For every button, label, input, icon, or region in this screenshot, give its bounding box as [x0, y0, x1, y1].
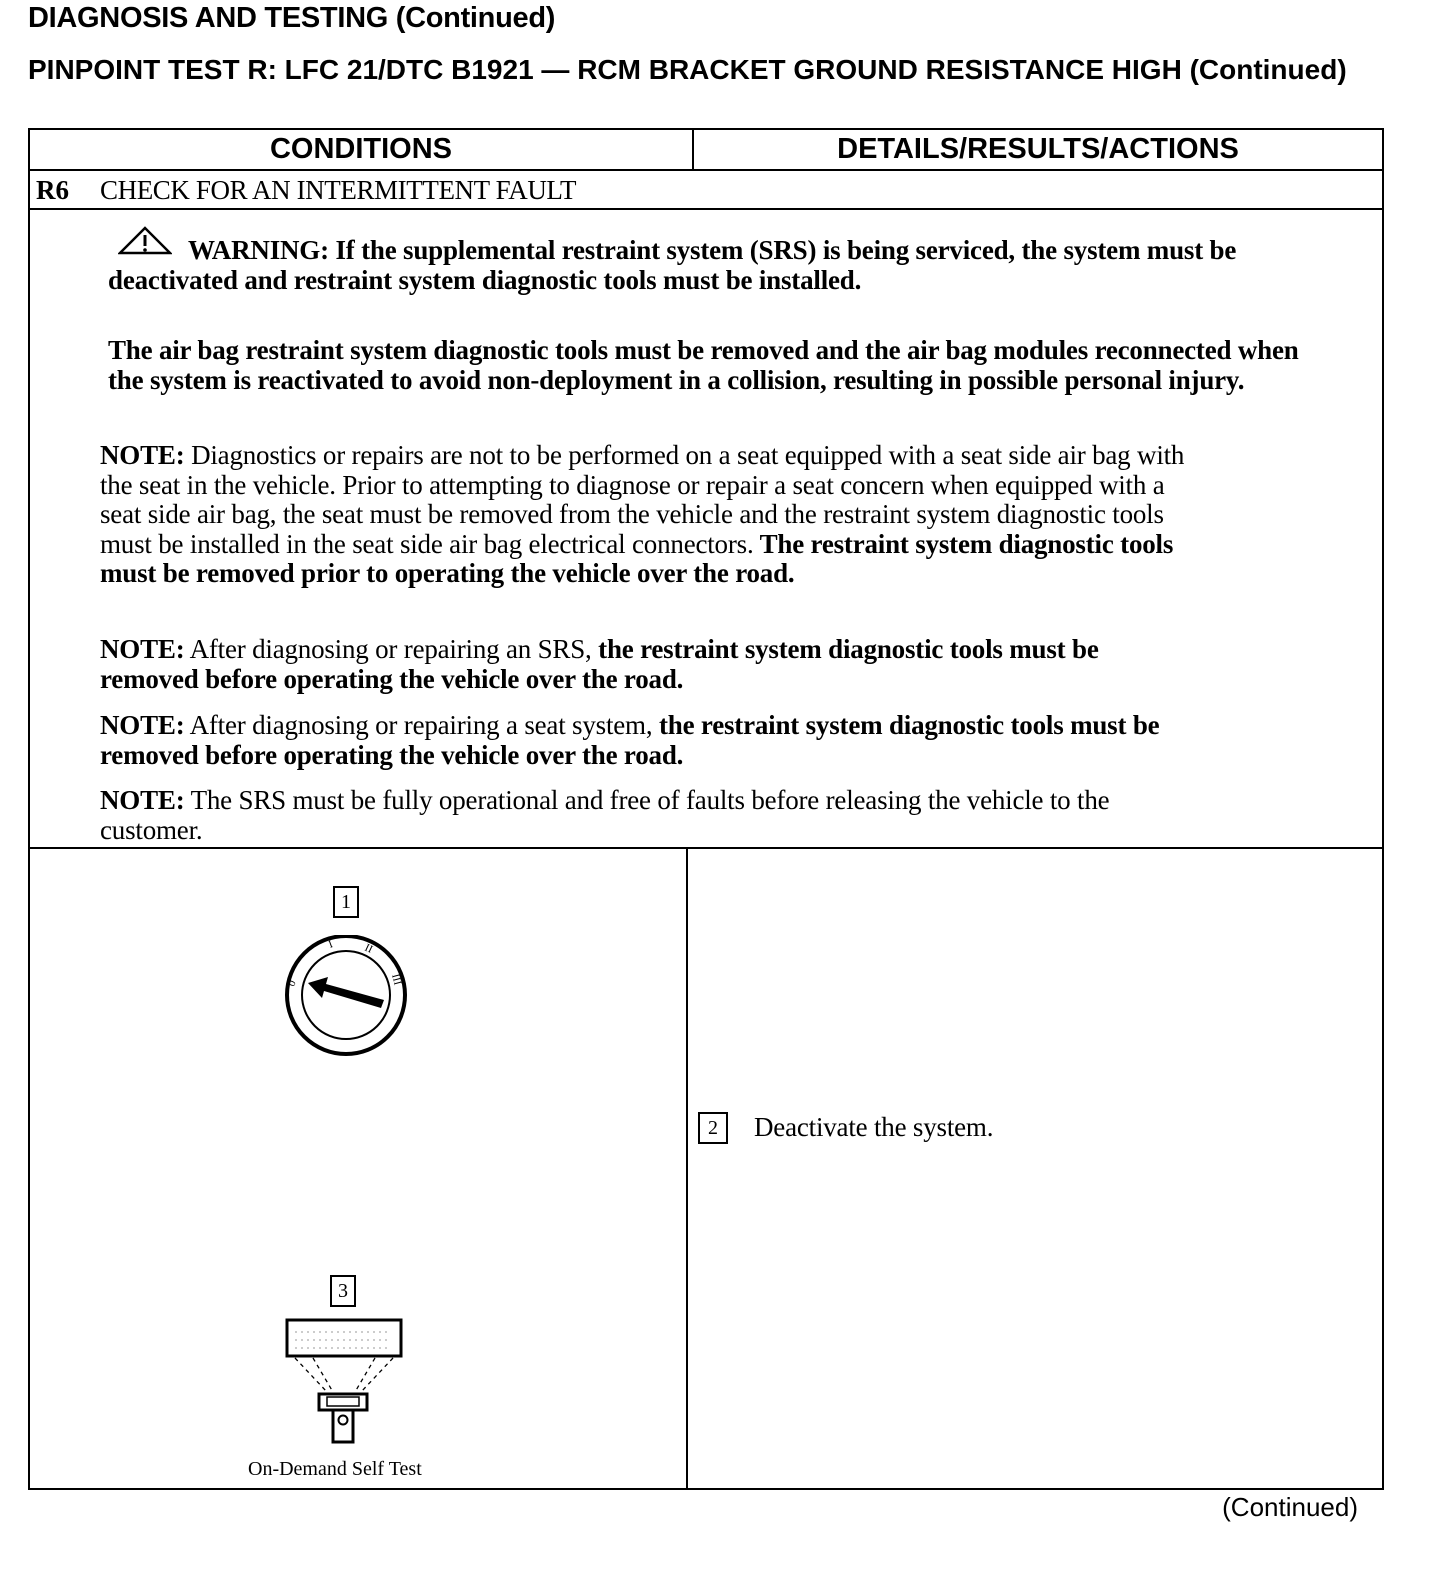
note-3 — [100, 711, 1200, 770]
step-title: CHECK FOR AN INTERMITTENT FAULT — [100, 175, 577, 205]
warning-text-1: WARNING: If the supplemental restraint system (SRS) is being serviced, the system must be deactivated and restraint system diagnostic tools must be installed. — [108, 235, 1237, 295]
notes-row-divider — [28, 847, 1384, 849]
column-header-details: DETAILS/RESULTS/ACTIONS — [837, 133, 1239, 165]
step-row-divider — [28, 208, 1384, 210]
figure-column-divider — [686, 847, 688, 1490]
note-label: NOTE: — [100, 710, 185, 740]
note-label: NOTE: — [100, 440, 185, 470]
note-label: NOTE: — [100, 634, 185, 664]
pinpoint-test-title: PINPOINT TEST R: LFC 21/DTC B1921 — RCM BRACKET GROUND RESISTANCE HIGH (Continued) — [28, 54, 1347, 85]
note-4 — [100, 786, 1200, 845]
ignition-mark-run: II — [362, 941, 375, 956]
note-bold-text: the restraint system diagnostic tools must be removed before operating the vehicle over the road. — [100, 634, 1099, 694]
continued-label: (Continued) — [1222, 1492, 1358, 1522]
action-text: Deactivate the system. — [754, 1112, 994, 1142]
page-title: DIAGNOSIS AND TESTING (Continued) — [28, 2, 556, 34]
note-text: Diagnostics or repairs are not to be performed on a seat equipped with a seat side air bag with the seat in the vehicle. Prior to attempting to diagnose or repair a seat concern when equipped with a seat side air bag, the seat must be removed from the vehicle and the restraint system diagnostic tools must be installed in the seat side air bag electrical connectors. — [100, 440, 1185, 559]
note-2 — [100, 635, 1200, 694]
ignition-mark-start: III — [389, 972, 404, 987]
note-text: After diagnosing or repairing a seat system, — [184, 710, 653, 740]
note-text: After diagnosing or repairing an SRS, — [184, 634, 592, 664]
warning-text-2: The air bag restraint system diagnostic tools must be removed and the air bag modules reconnected when the system is reactivated to avoid non-deployment in a collision, resulting in possible personal injury. — [108, 335, 1299, 395]
figure-caption: On-Demand Self Test — [248, 1458, 422, 1480]
ignition-switch-icon — [280, 935, 412, 1057]
note-bold-text: the restraint system diagnostic tools must be removed before operating the vehicle over the road. — [100, 710, 1160, 770]
note-text: The SRS must be fully operational and free of faults before releasing the vehicle to the customer. — [100, 785, 1110, 845]
ignition-mark-acc: I — [326, 938, 335, 951]
column-header-conditions: CONDITIONS — [269, 133, 453, 165]
header-row-divider — [28, 169, 1384, 171]
callout-2: 2 — [698, 1112, 728, 1144]
scan-tool-connector-icon — [283, 1316, 405, 1446]
callout-1: 1 — [333, 886, 359, 918]
note-1 — [100, 441, 1190, 589]
step-id: R6 — [36, 175, 69, 205]
note-bold-text: The restraint system diagnostic tools must be removed prior to operating the vehicle over the road. — [100, 528, 1174, 588]
callout-3: 3 — [330, 1275, 356, 1307]
ignition-mark-off: 0 — [285, 978, 299, 989]
note-label: NOTE: — [100, 785, 185, 815]
